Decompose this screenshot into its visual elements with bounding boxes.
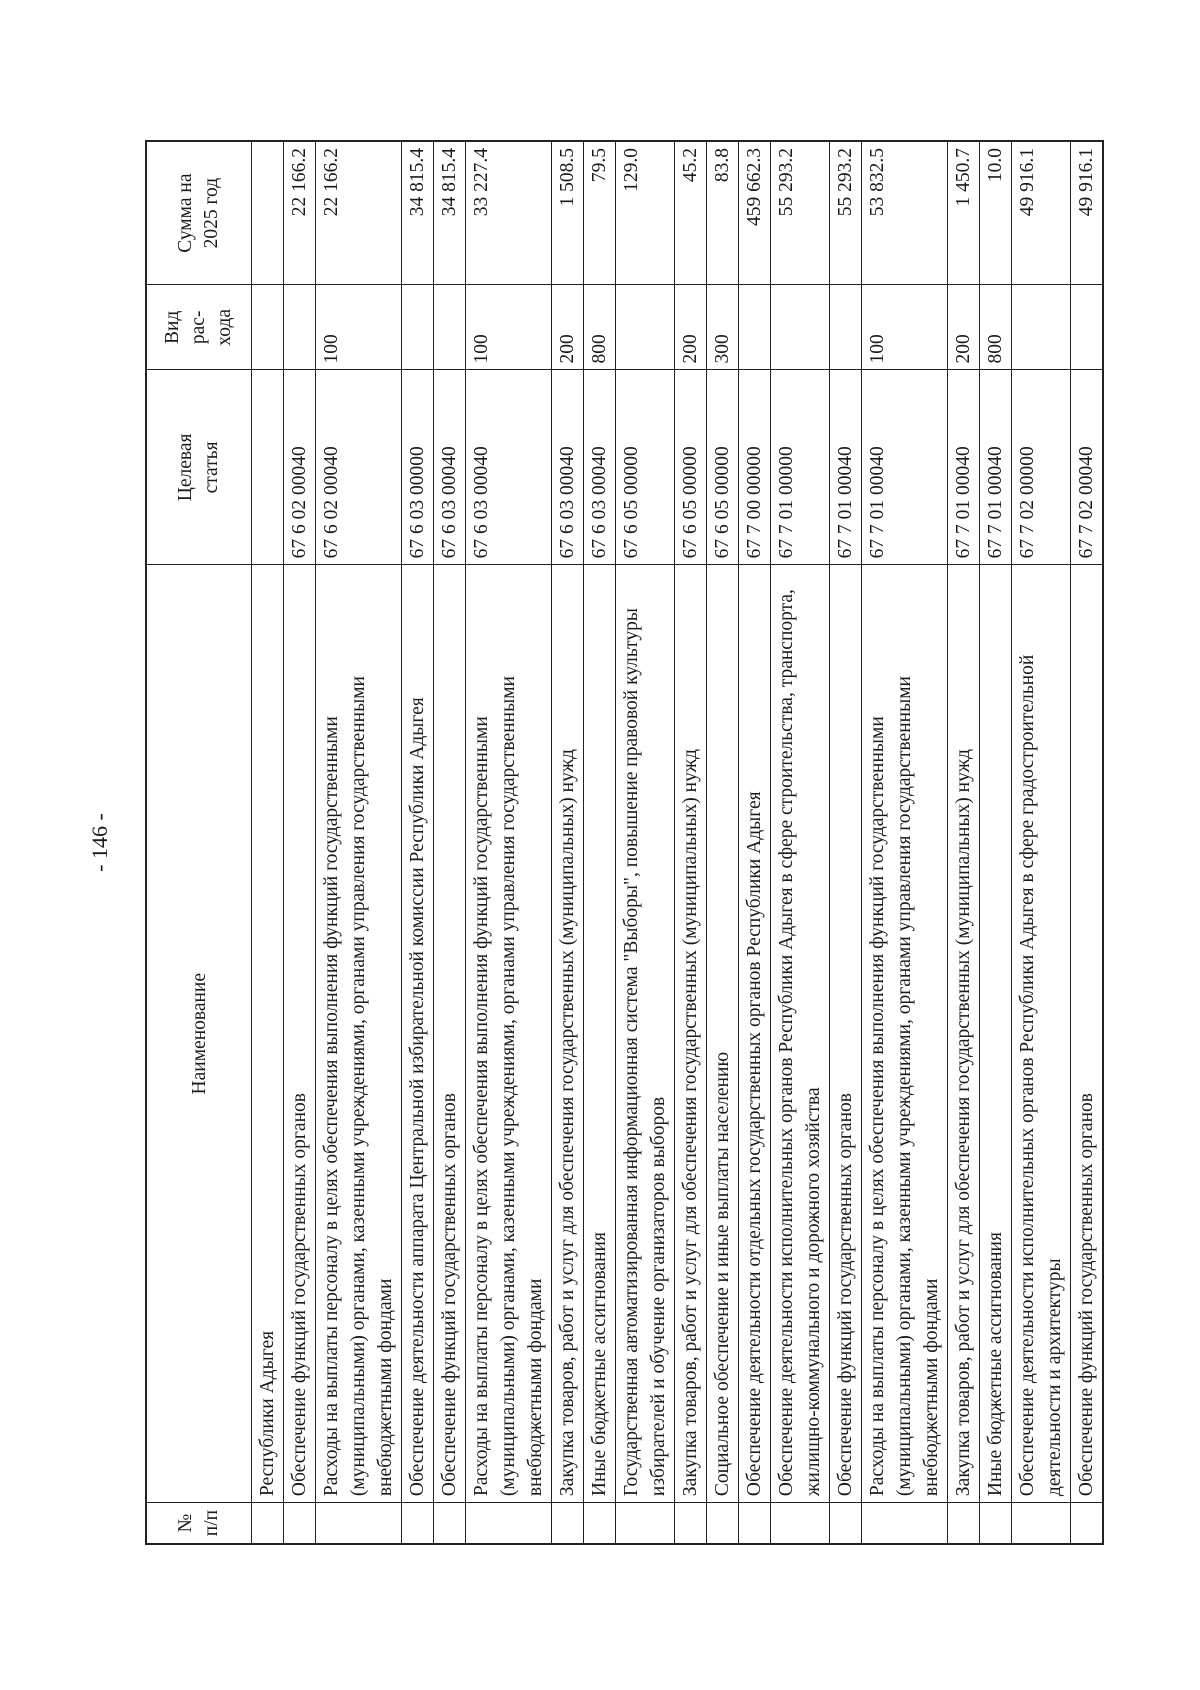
row-kind-cell [252,285,284,370]
rotated-document-page [87,140,1104,1545]
row-number-cell [434,1503,466,1544]
page-number: - 146 - [87,813,112,872]
table-row [466,141,552,1544]
row-amount-cell: 45.2 [675,141,707,285]
row-name-cell: Расходы на выплаты персоналу в целях обеспечения выполнения функций государственными (муниципальными) органами, казенными учреждениями, органами управления государственными внебюджетными фондами [862,565,948,1503]
row-amount-cell: 34 815.4 [434,141,466,285]
row-number-cell [1071,1503,1104,1544]
table-header-row [146,141,252,1544]
table-row [552,141,584,1544]
header-target-line: статья [201,441,222,494]
row-number-cell [862,1503,948,1544]
row-name-cell: Республики Адыгея [252,565,284,1503]
header-num-line: п/п [201,1509,222,1537]
row-kind-cell: 200 [675,285,707,370]
row-target-cell: 67 7 01 00040 [980,370,1012,565]
row-kind-cell [1012,285,1071,370]
row-kind-cell [1071,285,1104,370]
row-target-cell: 67 7 01 00040 [830,370,862,565]
table-row [316,141,402,1544]
row-target-cell: 67 6 03 00040 [466,370,552,565]
table-body [252,141,1104,1544]
header-num-line: № [175,1513,196,1533]
row-kind-cell [830,285,862,370]
table-row [284,141,316,1544]
header-kind [146,285,252,370]
table-row [707,141,739,1544]
table-row [584,141,616,1544]
table-row [252,141,284,1544]
row-name-cell: Обеспечение деятельности отдельных государственных органов Республики Адыгея [739,565,771,1503]
row-target-cell: 67 6 03 00040 [434,370,466,565]
header-amount-line: Сумма на [175,173,196,253]
row-name-cell: Социальное обеспечение и иные выплаты населению [707,565,739,1503]
header-target-line: Целевая [175,433,196,502]
row-kind-cell: 200 [552,285,584,370]
header-name: Наименование [146,565,252,1503]
row-kind-cell: 100 [316,285,402,370]
table-row [948,141,980,1544]
row-number-cell [948,1503,980,1544]
row-number-cell [584,1503,616,1544]
row-kind-cell: 200 [948,285,980,370]
row-amount-cell: 53 832.5 [862,141,948,285]
row-kind-cell [284,285,316,370]
row-target-cell: 67 7 01 00040 [948,370,980,565]
header-kind-line: хода [214,308,235,346]
row-kind-cell [434,285,466,370]
row-number-cell [1012,1503,1071,1544]
row-number-cell [830,1503,862,1544]
row-target-cell: 67 7 01 00040 [862,370,948,565]
row-amount-cell: 1 508.5 [552,141,584,285]
row-amount-cell: 129.0 [616,141,675,285]
row-kind-cell [402,285,434,370]
row-kind-cell: 100 [862,285,948,370]
table-row [830,141,862,1544]
header-target [146,370,252,565]
row-name-cell: Иные бюджетные ассигнования [980,565,1012,1503]
header-num [146,1503,252,1544]
row-name-cell: Обеспечение функций государственных органов [434,565,466,1503]
row-target-cell: 67 6 05 00000 [675,370,707,565]
header-amount [146,141,252,285]
row-amount-cell: 49 916.1 [1071,141,1104,285]
row-amount-cell: 459 662.3 [739,141,771,285]
row-name-cell: Государственная автоматизированная информационная система "Выборы", повышение правовой культуры избирателей и обучение организаторов выборов [616,565,675,1503]
row-number-cell [466,1503,552,1544]
row-kind-cell: 300 [707,285,739,370]
table-row [1012,141,1071,1544]
row-amount-cell: 33 227.4 [466,141,552,285]
row-kind-cell: 800 [584,285,616,370]
row-number-cell [771,1503,830,1544]
table-row [402,141,434,1544]
table-row [771,141,830,1544]
row-target-cell: 67 6 05 00000 [707,370,739,565]
row-number-cell [707,1503,739,1544]
row-amount-cell: 22 166.2 [284,141,316,285]
row-name-cell: Расходы на выплаты персоналу в целях обеспечения выполнения функций государственными (муниципальными) органами, казенными учреждениями, органами управления государственными внебюджетными фондами [316,565,402,1503]
row-amount-cell: 34 815.4 [402,141,434,285]
row-name-cell: Обеспечение деятельности исполнительных органов Республики Адыгея в сфере градостроительной деятельности и архитектуры [1012,565,1071,1503]
budget-table [145,140,1104,1545]
row-number-cell [552,1503,584,1544]
row-name-cell: Закупка товаров, работ и услуг для обеспечения государственных (муниципальных) нужд [552,565,584,1503]
row-number-cell [402,1503,434,1544]
row-kind-cell [771,285,830,370]
row-target-cell: 67 7 02 00000 [1012,370,1071,565]
row-target-cell: 67 6 03 00040 [584,370,616,565]
row-name-cell: Обеспечение деятельности исполнительных органов Республики Адыгея в сфере строительства, транспорта, жилищно-коммунального и дорожного хозяйства [771,565,830,1503]
row-target-cell: 67 6 05 00000 [616,370,675,565]
table-row [434,141,466,1544]
row-amount-cell: 55 293.2 [830,141,862,285]
row-name-cell: Обеспечение функций государственных органов [1071,565,1104,1503]
row-kind-cell: 100 [466,285,552,370]
row-target-cell: 67 7 00 00000 [739,370,771,565]
row-number-cell [675,1503,707,1544]
row-amount-cell: 55 293.2 [771,141,830,285]
row-kind-cell: 800 [980,285,1012,370]
row-number-cell [252,1503,284,1544]
row-number-cell [739,1503,771,1544]
row-number-cell [284,1503,316,1544]
row-target-cell [252,370,284,565]
row-name-cell: Иные бюджетные ассигнования [584,565,616,1503]
table-row [739,141,771,1544]
row-target-cell: 67 7 01 00000 [771,370,830,565]
table-row [980,141,1012,1544]
row-target-cell: 67 6 03 00000 [402,370,434,565]
row-amount-cell [252,141,284,285]
row-name-cell: Закупка товаров, работ и услуг для обеспечения государственных (муниципальных) нужд [675,565,707,1503]
row-target-cell: 67 6 03 00040 [552,370,584,565]
header-kind-line: рас- [188,310,209,345]
table-row [616,141,675,1544]
row-amount-cell: 22 166.2 [316,141,402,285]
table-row [862,141,948,1544]
row-amount-cell: 79.5 [584,141,616,285]
row-name-cell: Обеспечение функций государственных органов [830,565,862,1503]
row-name-cell: Закупка товаров, работ и услуг для обеспечения государственных (муниципальных) нужд [948,565,980,1503]
row-name-cell: Расходы на выплаты персоналу в целях обеспечения выполнения функций государственными (муниципальными) органами, казенными учреждениями, органами управления государственными внебюджетными фондами [466,565,552,1503]
row-target-cell: 67 6 02 00040 [316,370,402,565]
row-number-cell [616,1503,675,1544]
row-kind-cell [739,285,771,370]
table-row [675,141,707,1544]
header-amount-line: 2025 год [201,177,222,249]
row-amount-cell: 49 916.1 [1012,141,1071,285]
row-amount-cell: 83.8 [707,141,739,285]
row-amount-cell: 10.0 [980,141,1012,285]
header-kind-line: Вид [162,310,183,345]
row-number-cell [980,1503,1012,1544]
row-number-cell [316,1503,402,1544]
row-target-cell: 67 6 02 00040 [284,370,316,565]
row-target-cell: 67 7 02 00040 [1071,370,1104,565]
row-amount-cell: 1 450.7 [948,141,980,285]
row-kind-cell [616,285,675,370]
row-name-cell: Обеспечение функций государственных органов [284,565,316,1503]
row-name-cell: Обеспечение деятельности аппарата Центральной избирательной комиссии Республики Адыгея [402,565,434,1503]
table-row [1071,141,1104,1544]
